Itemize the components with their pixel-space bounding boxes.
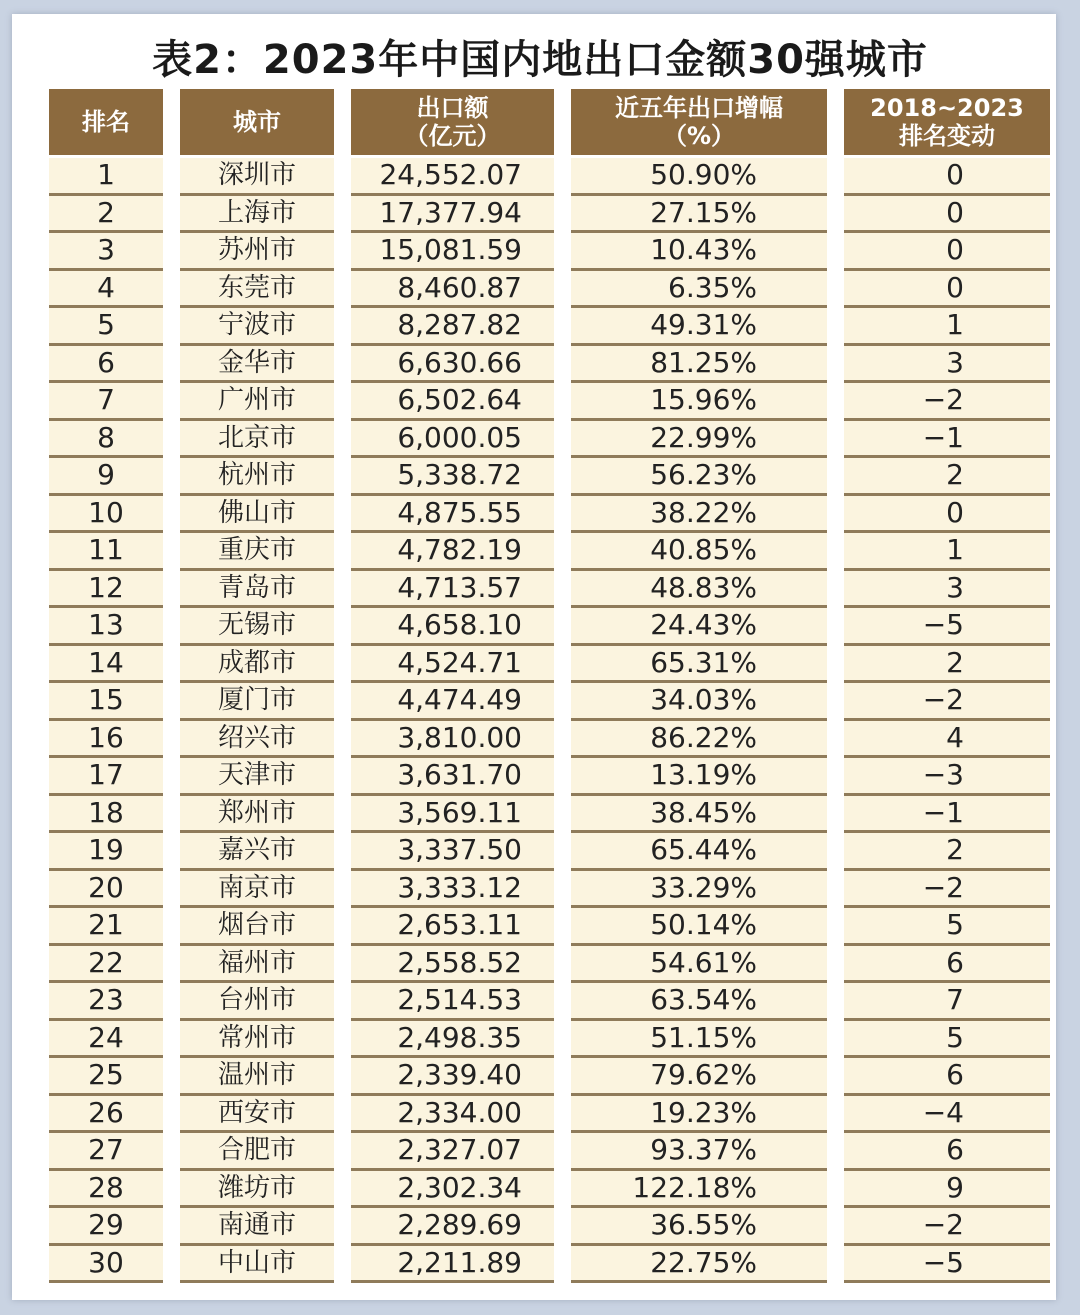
cell-growth: 13.19% <box>571 758 827 796</box>
cell-growth: 27.15% <box>571 196 827 234</box>
table-title: 表2：2023年中国内地出口金额30强城市 <box>152 37 928 83</box>
cell-growth: 50.90% <box>571 158 827 196</box>
cell-export: 8,287.82 <box>351 308 554 346</box>
cell-rank-change: 5 <box>844 908 1050 946</box>
table-row <box>49 1246 1050 1284</box>
table-row <box>49 796 1050 834</box>
table-row <box>49 646 1050 684</box>
cell-rank-change: 1 <box>844 533 1050 571</box>
table-row <box>49 458 1050 496</box>
header-change-period: 2018~2023 <box>870 94 1024 122</box>
cell-rank: 14 <box>49 646 163 684</box>
cell-city: 无锡市 <box>180 608 334 646</box>
cell-growth: 38.22% <box>571 496 827 534</box>
cell-rank-change: 0 <box>844 496 1050 534</box>
cell-city: 天津市 <box>180 758 334 796</box>
cell-growth: 93.37% <box>571 1133 827 1171</box>
cell-export: 4,875.55 <box>351 496 554 534</box>
cell-rank-change: 2 <box>844 833 1050 871</box>
cell-rank-change: 2 <box>844 646 1050 684</box>
cell-export: 2,289.69 <box>351 1208 554 1246</box>
table-row <box>49 308 1050 346</box>
header-export <box>351 89 554 158</box>
cell-city: 西安市 <box>180 1096 334 1134</box>
cell-city: 南京市 <box>180 871 334 909</box>
cell-rank: 8 <box>49 421 163 459</box>
cell-city: 宁波市 <box>180 308 334 346</box>
cell-rank-change: 6 <box>844 1133 1050 1171</box>
table-row <box>49 533 1050 571</box>
cell-rank-change: −2 <box>844 1208 1050 1246</box>
cell-rank-change: −5 <box>844 1246 1050 1284</box>
header-city: 城市 <box>180 89 334 158</box>
table-row <box>49 1058 1050 1096</box>
table-row <box>49 983 1050 1021</box>
cell-city: 潍坊市 <box>180 1171 334 1209</box>
cell-export: 2,558.52 <box>351 946 554 984</box>
cell-rank-change: 0 <box>844 271 1050 309</box>
cell-rank-change: −1 <box>844 796 1050 834</box>
cell-rank: 7 <box>49 383 163 421</box>
cell-growth: 36.55% <box>571 1208 827 1246</box>
cell-city: 福州市 <box>180 946 334 984</box>
cell-rank-change: 7 <box>844 983 1050 1021</box>
cell-growth: 54.61% <box>571 946 827 984</box>
cell-city: 杭州市 <box>180 458 334 496</box>
cell-growth: 63.54% <box>571 983 827 1021</box>
cell-export: 3,631.70 <box>351 758 554 796</box>
cell-rank: 4 <box>49 271 163 309</box>
cell-export: 2,653.11 <box>351 908 554 946</box>
table-row <box>49 1208 1050 1246</box>
cell-growth: 79.62% <box>571 1058 827 1096</box>
cell-export: 8,460.87 <box>351 271 554 309</box>
cell-rank: 29 <box>49 1208 163 1246</box>
cell-city: 温州市 <box>180 1058 334 1096</box>
cell-city: 中山市 <box>180 1246 334 1284</box>
cell-rank-change: 2 <box>844 458 1050 496</box>
header-change-title: 排名变动 <box>899 122 995 150</box>
cell-rank: 19 <box>49 833 163 871</box>
cell-rank: 20 <box>49 871 163 909</box>
table-row <box>49 946 1050 984</box>
cell-city: 广州市 <box>180 383 334 421</box>
cell-rank-change: 0 <box>844 158 1050 196</box>
cell-rank-change: −5 <box>844 608 1050 646</box>
cell-rank: 28 <box>49 1171 163 1209</box>
cell-growth: 6.35% <box>571 271 827 309</box>
cell-city: 北京市 <box>180 421 334 459</box>
header-export-title: 出口额 <box>416 94 489 122</box>
cell-growth: 38.45% <box>571 796 827 834</box>
cell-growth: 86.22% <box>571 721 827 759</box>
cell-export: 2,302.34 <box>351 1171 554 1209</box>
header-export-unit: （亿元） <box>404 122 501 150</box>
cell-city: 上海市 <box>180 196 334 234</box>
cell-city: 东莞市 <box>180 271 334 309</box>
table-row <box>49 758 1050 796</box>
cell-rank: 11 <box>49 533 163 571</box>
table-row <box>49 1021 1050 1059</box>
cell-city: 深圳市 <box>180 158 334 196</box>
cell-city: 南通市 <box>180 1208 334 1246</box>
cell-rank-change: −2 <box>844 683 1050 721</box>
cell-city: 嘉兴市 <box>180 833 334 871</box>
table-row <box>49 871 1050 909</box>
table-row <box>49 1171 1050 1209</box>
cell-rank-change: 5 <box>844 1021 1050 1059</box>
header-rank-change <box>844 89 1050 158</box>
table-row <box>49 383 1050 421</box>
cell-export: 4,782.19 <box>351 533 554 571</box>
cell-export: 17,377.94 <box>351 196 554 234</box>
table-row <box>49 571 1050 609</box>
cell-rank: 21 <box>49 908 163 946</box>
cell-rank: 18 <box>49 796 163 834</box>
table-header <box>49 89 1050 158</box>
cell-rank: 1 <box>49 158 163 196</box>
cell-export: 2,334.00 <box>351 1096 554 1134</box>
cell-rank: 26 <box>49 1096 163 1134</box>
cell-export: 2,498.35 <box>351 1021 554 1059</box>
cell-growth: 122.18% <box>571 1171 827 1209</box>
cell-rank-change: 6 <box>844 946 1050 984</box>
cell-growth: 65.44% <box>571 833 827 871</box>
cell-rank: 6 <box>49 346 163 384</box>
header-growth-unit: （%） <box>662 122 736 150</box>
cell-rank: 9 <box>49 458 163 496</box>
cell-city: 烟台市 <box>180 908 334 946</box>
table-row <box>49 721 1050 759</box>
cell-rank: 23 <box>49 983 163 1021</box>
cell-export: 6,000.05 <box>351 421 554 459</box>
cell-growth: 22.75% <box>571 1246 827 1284</box>
cell-growth: 49.31% <box>571 308 827 346</box>
cell-rank: 22 <box>49 946 163 984</box>
cell-export: 6,502.64 <box>351 383 554 421</box>
table-row <box>49 346 1050 384</box>
cell-rank: 27 <box>49 1133 163 1171</box>
cell-export: 3,569.11 <box>351 796 554 834</box>
cell-growth: 48.83% <box>571 571 827 609</box>
cell-city: 常州市 <box>180 1021 334 1059</box>
table-body <box>49 158 1050 1283</box>
cell-rank-change: 6 <box>844 1058 1050 1096</box>
cell-export: 2,327.07 <box>351 1133 554 1171</box>
cell-city: 青岛市 <box>180 571 334 609</box>
cell-export: 24,552.07 <box>351 158 554 196</box>
cell-rank-change: −2 <box>844 871 1050 909</box>
cell-city: 金华市 <box>180 346 334 384</box>
cell-rank: 30 <box>49 1246 163 1284</box>
table-row <box>49 683 1050 721</box>
cell-export: 4,658.10 <box>351 608 554 646</box>
cell-rank-change: 4 <box>844 721 1050 759</box>
cell-growth: 22.99% <box>571 421 827 459</box>
cell-growth: 40.85% <box>571 533 827 571</box>
cell-export: 2,211.89 <box>351 1246 554 1284</box>
cell-growth: 19.23% <box>571 1096 827 1134</box>
cell-rank-change: −3 <box>844 758 1050 796</box>
table-row <box>49 496 1050 534</box>
cell-export: 2,339.40 <box>351 1058 554 1096</box>
cell-growth: 56.23% <box>571 458 827 496</box>
cell-export: 4,713.57 <box>351 571 554 609</box>
cell-rank: 13 <box>49 608 163 646</box>
cell-export: 6,630.66 <box>351 346 554 384</box>
table-row <box>49 158 1050 196</box>
table-row <box>49 1096 1050 1134</box>
cell-export: 3,810.00 <box>351 721 554 759</box>
cell-rank: 24 <box>49 1021 163 1059</box>
table-row <box>49 608 1050 646</box>
cell-rank-change: 0 <box>844 233 1050 271</box>
cell-growth: 51.15% <box>571 1021 827 1059</box>
cell-rank-change: −2 <box>844 383 1050 421</box>
cell-rank: 5 <box>49 308 163 346</box>
cell-rank: 10 <box>49 496 163 534</box>
cell-export: 4,524.71 <box>351 646 554 684</box>
cell-rank: 3 <box>49 233 163 271</box>
cell-city: 佛山市 <box>180 496 334 534</box>
cell-rank: 12 <box>49 571 163 609</box>
cell-export: 3,337.50 <box>351 833 554 871</box>
header-growth <box>571 89 827 158</box>
cell-city: 郑州市 <box>180 796 334 834</box>
cell-city: 厦门市 <box>180 683 334 721</box>
table-row <box>49 233 1050 271</box>
cell-rank: 25 <box>49 1058 163 1096</box>
table-row <box>49 196 1050 234</box>
cell-rank-change: 3 <box>844 571 1050 609</box>
cell-growth: 33.29% <box>571 871 827 909</box>
export-ranking-table <box>49 89 1050 1283</box>
cell-export: 15,081.59 <box>351 233 554 271</box>
cell-city: 成都市 <box>180 646 334 684</box>
cell-rank-change: 9 <box>844 1171 1050 1209</box>
cell-growth: 15.96% <box>571 383 827 421</box>
header-rank: 排名 <box>49 89 163 158</box>
cell-export: 4,474.49 <box>351 683 554 721</box>
cell-city: 合肥市 <box>180 1133 334 1171</box>
cell-growth: 24.43% <box>571 608 827 646</box>
cell-rank-change: −1 <box>844 421 1050 459</box>
cell-rank: 15 <box>49 683 163 721</box>
cell-growth: 81.25% <box>571 346 827 384</box>
table-row <box>49 1133 1050 1171</box>
cell-rank-change: 1 <box>844 308 1050 346</box>
cell-city: 苏州市 <box>180 233 334 271</box>
table-row <box>49 421 1050 459</box>
cell-export: 3,333.12 <box>351 871 554 909</box>
cell-city: 绍兴市 <box>180 721 334 759</box>
cell-growth: 34.03% <box>571 683 827 721</box>
header-growth-title: 近五年出口增幅 <box>615 94 783 122</box>
cell-export: 5,338.72 <box>351 458 554 496</box>
table-row <box>49 833 1050 871</box>
table-row <box>49 908 1050 946</box>
cell-city: 重庆市 <box>180 533 334 571</box>
cell-rank: 2 <box>49 196 163 234</box>
cell-growth: 50.14% <box>571 908 827 946</box>
cell-rank-change: −4 <box>844 1096 1050 1134</box>
cell-rank: 16 <box>49 721 163 759</box>
cell-city: 台州市 <box>180 983 334 1021</box>
cell-rank-change: 0 <box>844 196 1050 234</box>
cell-growth: 65.31% <box>571 646 827 684</box>
cell-growth: 10.43% <box>571 233 827 271</box>
cell-rank: 17 <box>49 758 163 796</box>
cell-rank-change: 3 <box>844 346 1050 384</box>
cell-export: 2,514.53 <box>351 983 554 1021</box>
table-row <box>49 271 1050 309</box>
